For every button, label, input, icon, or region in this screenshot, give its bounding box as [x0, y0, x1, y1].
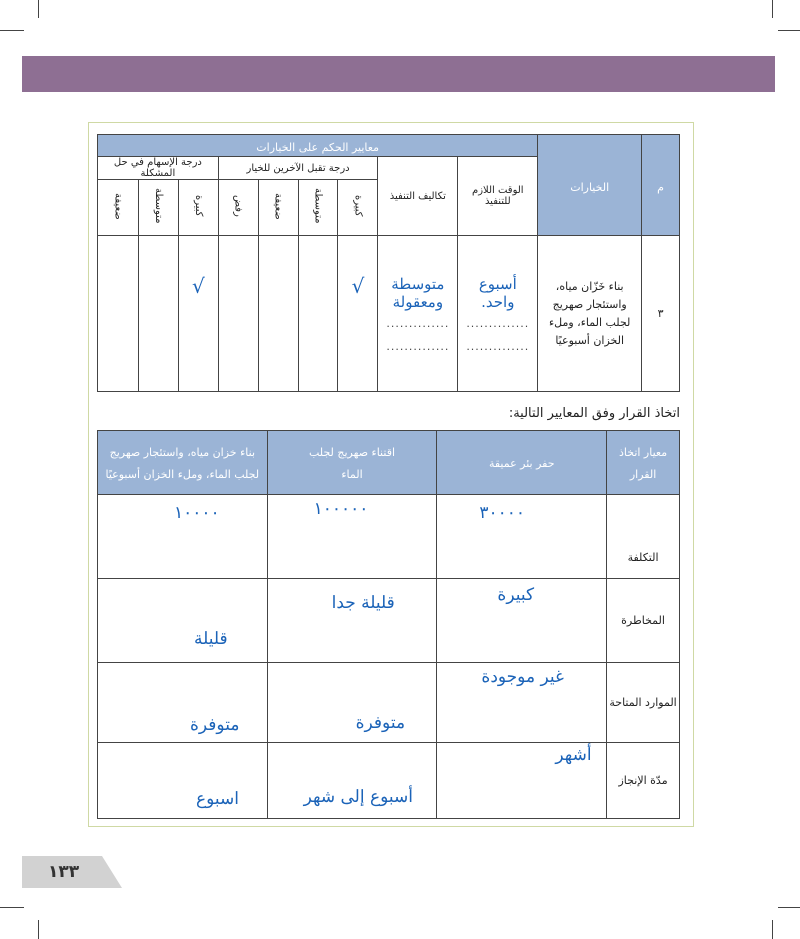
- acceptance-weak-cell: [258, 236, 298, 392]
- decision-table: [97, 430, 680, 819]
- contribution-large-cell: √: [178, 236, 218, 392]
- cell: [98, 743, 268, 819]
- cell: [437, 495, 607, 579]
- decision-criterion-header: معيار اتخاذ القرار: [607, 431, 680, 495]
- cell: [98, 663, 268, 743]
- answer-text: ٣٠٠٠٠: [479, 503, 526, 523]
- row-time-cell: [458, 236, 538, 392]
- cost-answer-line1: متوسطة: [391, 274, 445, 293]
- cell: [98, 579, 268, 663]
- answer-text: غير موجودة: [481, 667, 564, 687]
- answer-text: قليلة: [194, 629, 228, 649]
- option-well-header: حفر بئر عميقة: [437, 431, 607, 495]
- crop-mark: [38, 0, 39, 18]
- sub-header: ضعيفة: [258, 180, 298, 236]
- cell: [267, 495, 437, 579]
- sub-header: متوسطة: [298, 180, 338, 236]
- col-acceptance-header: درجة تقبل الآخرين للخيار: [218, 157, 378, 180]
- col-contribution-header: درجة الإسهام في حل المشكلة: [98, 157, 219, 180]
- option-tank-header: بناء خزان مياه، واستئجار صهريج لجلب الماء، وملء الخزان أسبوعيًا: [98, 431, 268, 495]
- crop-mark: [778, 30, 800, 31]
- row-option-text: بناء خَزّان مياه، واستئجار صهريج لجلب الماء، وملء الخزان أسبوعيًا: [538, 236, 642, 392]
- sub-header: كبيرة: [338, 180, 378, 236]
- acceptance-reject-cell: [218, 236, 258, 392]
- col-num-header: م: [642, 135, 680, 236]
- cell: [437, 743, 607, 819]
- answer-text: ١٠٠٠٠٠: [313, 499, 369, 519]
- dotted-line: ..............: [386, 339, 450, 353]
- cell: [437, 579, 607, 663]
- page-number: ١٣٣: [48, 862, 80, 882]
- col-time-header: الوقت اللازم للتنفيذ: [458, 157, 538, 236]
- answer-text: ١٠٠٠٠: [174, 503, 220, 523]
- crop-mark: [778, 907, 800, 908]
- crop-mark: [38, 920, 39, 939]
- option-tanker-header: اقتناء صهريج لجلب الماء: [267, 431, 437, 495]
- col-cost-header: تكاليف التنفيذ: [378, 157, 458, 236]
- answer-text: اسبوع: [196, 789, 240, 809]
- crop-mark: [772, 920, 773, 939]
- cell: [267, 743, 437, 819]
- acceptance-medium-cell: [298, 236, 338, 392]
- answer-text: أشهر: [555, 745, 592, 765]
- contribution-weak-cell: [98, 236, 139, 392]
- sub-header: كبيرة: [178, 180, 218, 236]
- answer-text: متوفرة: [355, 713, 406, 733]
- cell: [98, 495, 268, 579]
- cost-answer-line2: ومعقولة: [392, 292, 444, 311]
- time-answer-line1: أسبوع: [478, 274, 517, 293]
- crop-mark: [0, 30, 24, 31]
- answer-text: متوفرة: [190, 715, 240, 735]
- decision-caption: اتخاذ القرار وفق المعايير التالية:: [508, 406, 680, 421]
- acceptance-large-cell: √: [338, 236, 378, 392]
- col-options-header: الخيارات: [538, 135, 642, 236]
- header-band: [22, 56, 775, 92]
- crop-mark: [772, 0, 773, 18]
- answer-text: كبيرة: [497, 585, 535, 605]
- dotted-line: ..............: [386, 316, 450, 330]
- criteria-table: [97, 134, 680, 392]
- answer-text: قليلة جدا: [331, 593, 395, 613]
- contribution-medium-cell: [138, 236, 178, 392]
- row-number: ٣: [642, 236, 680, 392]
- sub-header: رفض: [218, 180, 258, 236]
- crop-mark: [0, 907, 24, 908]
- row-label-cost: التكلفة: [607, 495, 680, 579]
- answer-text: أسبوع إلى شهر: [303, 787, 413, 807]
- cell: [437, 663, 607, 743]
- cell: [267, 663, 437, 743]
- sub-header: متوسطة: [138, 180, 178, 236]
- time-answer-line2: واحد.: [481, 292, 515, 311]
- sub-header: ضعيفة: [98, 180, 139, 236]
- row-label-resources: الموارد المتاحة: [607, 663, 680, 743]
- row-label-duration: مدّة الإنجاز: [607, 743, 680, 819]
- dotted-line: ..............: [466, 339, 530, 353]
- row-cost-cell: [378, 236, 458, 392]
- row-label-risk: المخاطرة: [607, 579, 680, 663]
- criteria-header: معايير الحكم على الخيارات: [98, 135, 538, 157]
- dotted-line: ..............: [466, 316, 530, 330]
- cell: [267, 579, 437, 663]
